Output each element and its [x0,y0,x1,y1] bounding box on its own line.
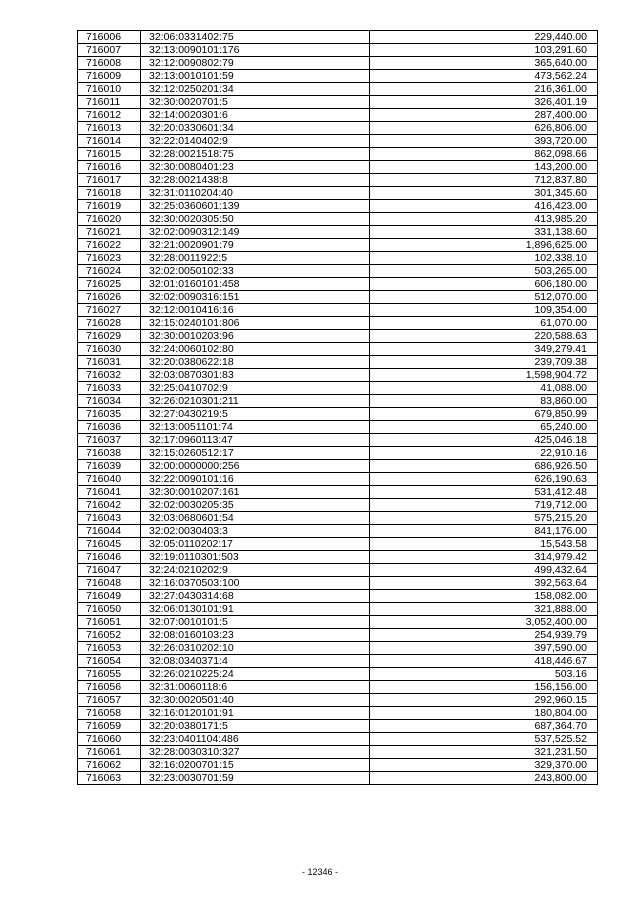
table-body [78,31,598,785]
record-id-cell: 716031 [78,356,141,369]
table-row [78,564,598,577]
table-row [78,356,598,369]
amount-cell: 531,412.48 [370,486,598,499]
cadastral-number-cell: 32:31:0110204:40 [141,187,370,200]
amount-cell: 321,888.00 [370,603,598,616]
table-row [78,629,598,642]
cadastral-number-cell: 32:28:0021438:8 [141,174,370,187]
record-id-cell: 716048 [78,577,141,590]
table-row [78,317,598,330]
record-id-cell: 716007 [78,44,141,57]
table-row [78,200,598,213]
cadastral-number-cell: 32:07:0010101:5 [141,616,370,629]
amount-cell: 537,525.52 [370,733,598,746]
table-row [78,759,598,772]
cadastral-number-cell: 32:03:0870301:83 [141,369,370,382]
amount-cell: 626,806.00 [370,122,598,135]
cadastral-number-cell: 32:14:0020301:6 [141,109,370,122]
cadastral-number-cell: 32:23:0401104:486 [141,733,370,746]
table-row [78,239,598,252]
record-id-cell: 716051 [78,616,141,629]
table-row [78,694,598,707]
amount-cell: 158,082.00 [370,590,598,603]
amount-cell: 292,960.15 [370,694,598,707]
amount-cell: 156,156.00 [370,681,598,694]
amount-cell: 3,052,400.00 [370,616,598,629]
table-row [78,499,598,512]
table-row [78,681,598,694]
amount-cell: 216,361.00 [370,83,598,96]
table-row [78,304,598,317]
table-row [78,590,598,603]
cadastral-number-cell: 32:02:0030403:3 [141,525,370,538]
amount-cell: 418,446.67 [370,655,598,668]
record-id-cell: 716057 [78,694,141,707]
amount-cell: 499,432.64 [370,564,598,577]
record-id-cell: 716026 [78,291,141,304]
record-id-cell: 716025 [78,278,141,291]
cadastral-number-cell: 32:28:0011922:5 [141,252,370,265]
record-id-cell: 716036 [78,421,141,434]
cadastral-number-cell: 32:05:0110202:17 [141,538,370,551]
cadastral-number-cell: 32:30:0020701:5 [141,96,370,109]
table-row [78,486,598,499]
record-id-cell: 716053 [78,642,141,655]
record-id-cell: 716016 [78,161,141,174]
record-id-cell: 716056 [78,681,141,694]
cadastral-number-cell: 32:15:0260512:17 [141,447,370,460]
amount-cell: 220,588.63 [370,330,598,343]
record-id-cell: 716049 [78,590,141,603]
cadastral-number-cell: 32:03:0680601:54 [141,512,370,525]
cadastral-number-cell: 32:20:0330601:34 [141,122,370,135]
cadastral-number-cell: 32:13:0010101:59 [141,70,370,83]
table-row [78,135,598,148]
table-row [78,330,598,343]
record-id-cell: 716033 [78,382,141,395]
cadastral-number-cell: 32:13:0090101:176 [141,44,370,57]
table-row [78,395,598,408]
cadastral-number-cell: 32:30:0080401:23 [141,161,370,174]
cadastral-number-cell: 32:28:0021518:75 [141,148,370,161]
record-id-cell: 716043 [78,512,141,525]
record-id-cell: 716034 [78,395,141,408]
amount-cell: 314,979.42 [370,551,598,564]
table-row [78,408,598,421]
record-id-cell: 716015 [78,148,141,161]
table-row [78,291,598,304]
record-id-cell: 716042 [78,499,141,512]
amount-cell: 687,364.70 [370,720,598,733]
amount-cell: 575,215.20 [370,512,598,525]
amount-cell: 365,640.00 [370,57,598,70]
cadastral-number-cell: 32:30:0010207:161 [141,486,370,499]
cadastral-number-cell: 32:00:0000000:256 [141,460,370,473]
amount-cell: 686,926.50 [370,460,598,473]
page-number: - 12346 - [301,867,339,877]
cadastral-number-cell: 32:22:0090101:16 [141,473,370,486]
record-id-cell: 716032 [78,369,141,382]
cadastral-number-cell: 32:20:0380622:18 [141,356,370,369]
record-id-cell: 716058 [78,707,141,720]
table-row [78,525,598,538]
record-id-cell: 716044 [78,525,141,538]
amount-cell: 103,291.60 [370,44,598,57]
record-id-cell: 716063 [78,772,141,785]
cadastral-number-cell: 32:08:0340371:4 [141,655,370,668]
amount-cell: 287,400.00 [370,109,598,122]
table-row [78,421,598,434]
amount-cell: 393,720.00 [370,135,598,148]
amount-cell: 41,088.00 [370,382,598,395]
cadastral-number-cell: 32:08:0160103:23 [141,629,370,642]
record-id-cell: 716021 [78,226,141,239]
cadastral-number-cell: 32:16:0120101:91 [141,707,370,720]
cadastral-number-cell: 32:23:0030701:59 [141,772,370,785]
table-row [78,707,598,720]
record-id-cell: 716018 [78,187,141,200]
record-id-cell: 716028 [78,317,141,330]
amount-cell: 626,190.63 [370,473,598,486]
amount-cell: 1,598,904.72 [370,369,598,382]
record-id-cell: 716055 [78,668,141,681]
cadastral-number-cell: 32:25:0360601:139 [141,200,370,213]
table-row [78,772,598,785]
amount-cell: 331,138.60 [370,226,598,239]
table-row [78,577,598,590]
amount-cell: 65,240.00 [370,421,598,434]
table-row [78,122,598,135]
record-id-cell: 716023 [78,252,141,265]
amount-cell: 254,939.79 [370,629,598,642]
record-id-cell: 716038 [78,447,141,460]
cadastral-number-cell: 32:30:0020305:50 [141,213,370,226]
record-id-cell: 716024 [78,265,141,278]
amount-cell: 143,200.00 [370,161,598,174]
cadastral-number-cell: 32:21:0020901:79 [141,239,370,252]
table-row [78,70,598,83]
record-id-cell: 716061 [78,746,141,759]
amount-cell: 606,180.00 [370,278,598,291]
cadastral-number-cell: 32:27:0430219:5 [141,408,370,421]
table-row [78,447,598,460]
amount-cell: 15,543.58 [370,538,598,551]
record-id-cell: 716035 [78,408,141,421]
table-row [78,226,598,239]
cadastral-number-cell: 32:01:0160101:458 [141,278,370,291]
table-row [78,31,598,44]
amount-cell: 22,910.16 [370,447,598,460]
record-id-cell: 716011 [78,96,141,109]
table-row [78,57,598,70]
table-row [78,720,598,733]
cadastral-number-cell: 32:12:0090802:79 [141,57,370,70]
cadastral-number-cell: 32:30:0020501:40 [141,694,370,707]
record-id-cell: 716054 [78,655,141,668]
table-row [78,473,598,486]
amount-cell: 503,265.00 [370,265,598,278]
record-id-cell: 716019 [78,200,141,213]
table-row [78,96,598,109]
amount-cell: 425,046.18 [370,434,598,447]
cadastral-number-cell: 32:20:0380171:5 [141,720,370,733]
record-id-cell: 716040 [78,473,141,486]
record-id-cell: 716022 [78,239,141,252]
table-row [78,252,598,265]
cadastral-number-cell: 32:02:0050102:33 [141,265,370,278]
table-row [78,265,598,278]
cadastral-number-cell: 32:22:0140402:9 [141,135,370,148]
cadastral-number-cell: 32:28:0030310:327 [141,746,370,759]
amount-cell: 301,345.60 [370,187,598,200]
record-id-cell: 716062 [78,759,141,772]
table-row [78,460,598,473]
table-row [78,434,598,447]
record-id-cell: 716017 [78,174,141,187]
amount-cell: 109,354.00 [370,304,598,317]
table-row [78,83,598,96]
cadastral-number-cell: 32:24:0060102:80 [141,343,370,356]
record-id-cell: 716008 [78,57,141,70]
cadastral-number-cell: 32:26:0210301:211 [141,395,370,408]
record-id-cell: 716014 [78,135,141,148]
table-row [78,603,598,616]
amount-cell: 326,401.19 [370,96,598,109]
amount-cell: 512,070.00 [370,291,598,304]
table-row [78,733,598,746]
amount-cell: 239,709.38 [370,356,598,369]
record-id-cell: 716050 [78,603,141,616]
table-row [78,369,598,382]
amount-cell: 679,850.99 [370,408,598,421]
record-id-cell: 716052 [78,629,141,642]
table-row [78,616,598,629]
cadastral-number-cell: 32:26:0310202:10 [141,642,370,655]
amount-cell: 503.16 [370,668,598,681]
record-id-cell: 716010 [78,83,141,96]
amount-cell: 329,370.00 [370,759,598,772]
amount-cell: 349,279.41 [370,343,598,356]
amount-cell: 229,440.00 [370,31,598,44]
record-id-cell: 716059 [78,720,141,733]
record-id-cell: 716029 [78,330,141,343]
amount-cell: 180,804.00 [370,707,598,720]
amount-cell: 392,563.64 [370,577,598,590]
table-row [78,278,598,291]
table-row [78,161,598,174]
cadastral-number-cell: 32:06:0331402:75 [141,31,370,44]
record-id-cell: 716060 [78,733,141,746]
table-row [78,148,598,161]
cadastral-number-cell: 32:16:0200701:15 [141,759,370,772]
cadastral-number-cell: 32:02:0090316:151 [141,291,370,304]
cadastral-number-cell: 32:30:0010203:96 [141,330,370,343]
record-id-cell: 716046 [78,551,141,564]
table-row [78,109,598,122]
amount-cell: 841,176.00 [370,525,598,538]
table-row [78,538,598,551]
amount-cell: 473,562.24 [370,70,598,83]
cadastral-number-cell: 32:31:0060118:6 [141,681,370,694]
cadastral-number-cell: 32:25:0410702:9 [141,382,370,395]
amount-cell: 102,338.10 [370,252,598,265]
record-id-cell: 716009 [78,70,141,83]
cadastral-number-cell: 32:02:0030205:35 [141,499,370,512]
amount-cell: 243,800.00 [370,772,598,785]
document-page [77,30,597,785]
record-id-cell: 716012 [78,109,141,122]
table-row [78,174,598,187]
table-row [78,512,598,525]
cadastral-number-cell: 32:02:0090312:149 [141,226,370,239]
amount-cell: 61,070.00 [370,317,598,330]
cadastral-number-cell: 32:17:0960113:47 [141,434,370,447]
table-row [78,44,598,57]
cadastral-number-cell: 32:24:0210202:9 [141,564,370,577]
data-table [77,30,598,785]
cadastral-number-cell: 32:19:0110301:503 [141,551,370,564]
table-row [78,655,598,668]
table-row [78,187,598,200]
record-id-cell: 716039 [78,460,141,473]
amount-cell: 321,231.50 [370,746,598,759]
cadastral-number-cell: 32:12:0250201:34 [141,83,370,96]
amount-cell: 719,712.00 [370,499,598,512]
table-row [78,551,598,564]
cadastral-number-cell: 32:27:0430314:68 [141,590,370,603]
record-id-cell: 716013 [78,122,141,135]
amount-cell: 416,423.00 [370,200,598,213]
cadastral-number-cell: 32:13:0051101:74 [141,421,370,434]
cadastral-number-cell: 32:16:0370503:100 [141,577,370,590]
record-id-cell: 716037 [78,434,141,447]
amount-cell: 862,098.66 [370,148,598,161]
record-id-cell: 716030 [78,343,141,356]
table-row [78,343,598,356]
table-row [78,642,598,655]
table-row [78,382,598,395]
record-id-cell: 716045 [78,538,141,551]
amount-cell: 397,590.00 [370,642,598,655]
cadastral-number-cell: 32:06:0130101:91 [141,603,370,616]
amount-cell: 83,860.00 [370,395,598,408]
record-id-cell: 716006 [78,31,141,44]
cadastral-number-cell: 32:15:0240101:806 [141,317,370,330]
table-row [78,668,598,681]
record-id-cell: 716047 [78,564,141,577]
record-id-cell: 716020 [78,213,141,226]
amount-cell: 413,985.20 [370,213,598,226]
table-row [78,746,598,759]
cadastral-number-cell: 32:12:0010416:16 [141,304,370,317]
record-id-cell: 716027 [78,304,141,317]
amount-cell: 712,837.80 [370,174,598,187]
amount-cell: 1,896,625.00 [370,239,598,252]
cadastral-number-cell: 32:26:0210225:24 [141,668,370,681]
table-row [78,213,598,226]
record-id-cell: 716041 [78,486,141,499]
